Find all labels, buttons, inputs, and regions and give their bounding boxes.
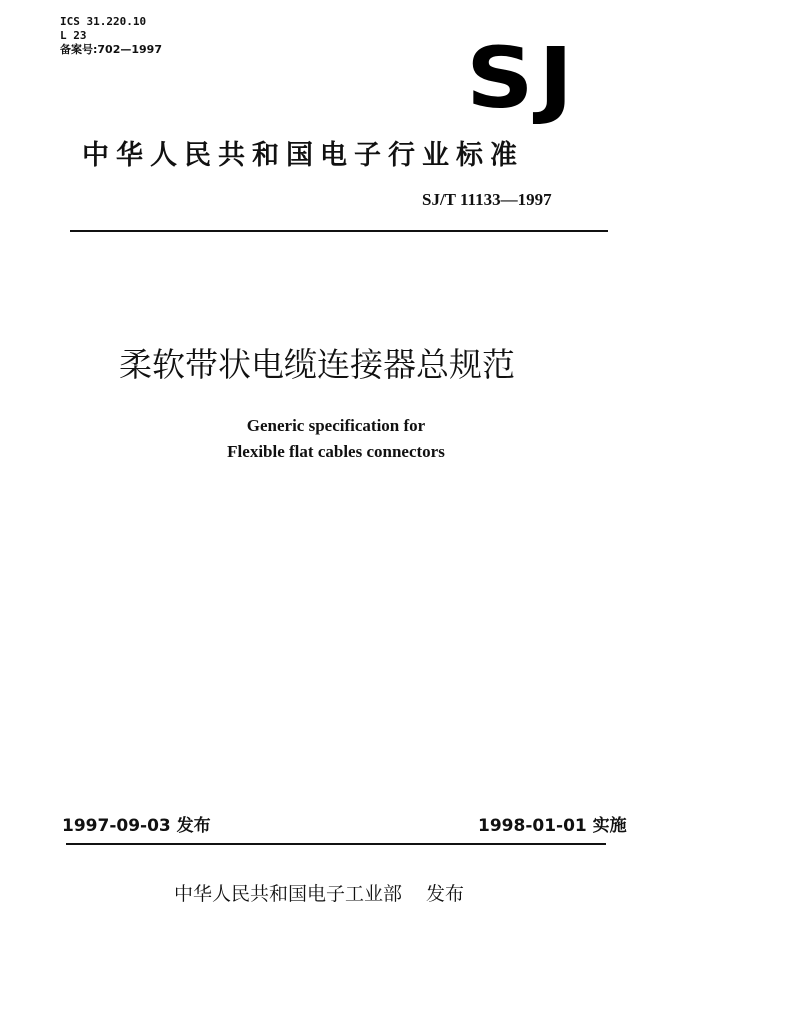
record-number: 备案号:702—1997 — [60, 43, 162, 56]
document-title-zh: 柔软带状电缆连接器总规范 — [119, 345, 515, 384]
bottom-divider — [66, 843, 606, 845]
document-title-en-line2: Flexible flat cables connectors — [227, 442, 445, 461]
standard-category-title: 中华人民共和国电子行业标准 — [82, 140, 524, 171]
standard-code: SJ/T 11133—1997 — [422, 190, 552, 209]
publisher-name: 中华人民共和国电子工业部 — [174, 883, 403, 905]
sj-logo: SJ — [466, 29, 578, 127]
publisher-action: 发布 — [426, 883, 465, 905]
issue-date: 1997-09-03 发布 — [62, 816, 211, 836]
document-title-en-line1: Generic specification for — [246, 416, 426, 435]
ics-code: ICS 31.220.10 — [60, 15, 147, 28]
top-divider — [70, 230, 608, 232]
effective-date: 1998-01-01 实施 — [478, 816, 627, 836]
publisher-line — [174, 879, 464, 906]
classification-code: L 23 — [60, 29, 87, 42]
